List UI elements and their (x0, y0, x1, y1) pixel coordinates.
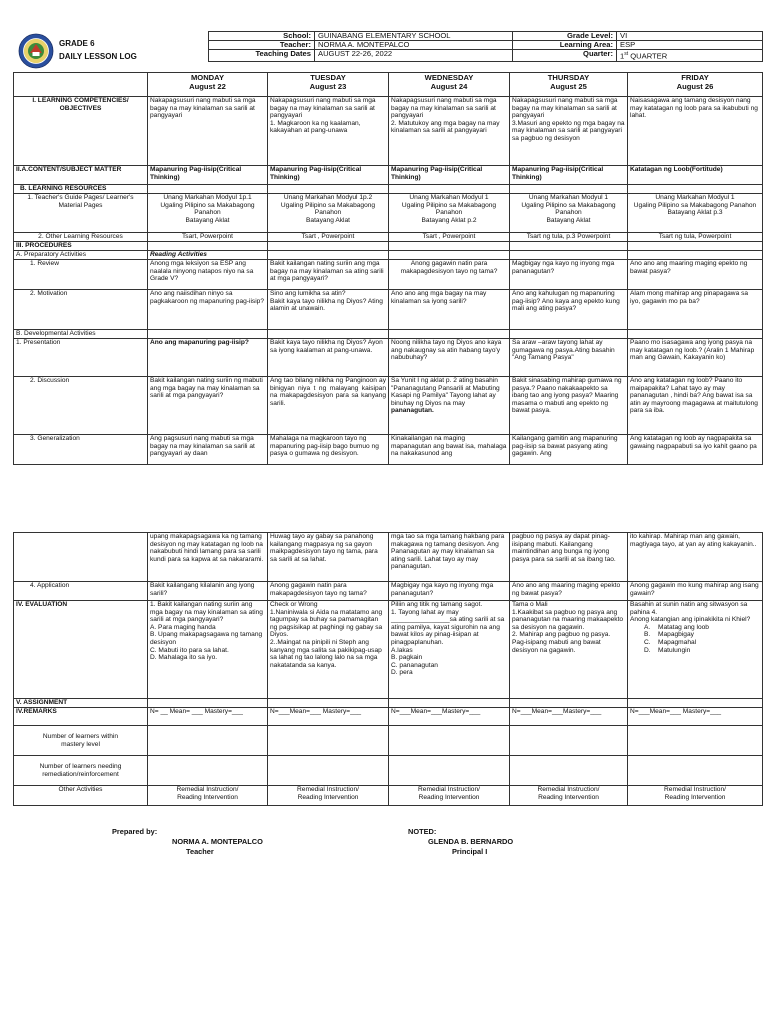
cell-review: Magbigay nga kayo ng inyong mga pananagutan? (510, 260, 628, 290)
cell-evaluation: Check or Wrong 1.Naniniwala si Aida na matatamo ang tagumpay sa buhay sa pamamagitan ng pagsisikap at paghingi ng gabay sa Diyos. 2..Maingat na pinipili ni Steph ang kanyang mga salita sa pakikipag-usap sa lahat ng tao lalong lalo na sa mga nakatatanda sa kanya. (268, 601, 389, 699)
cell-competencies: Naisasagawa ang tamang desisyon nang may katatagan ng loob para sa ikabubuti ng lahat. (628, 97, 763, 166)
cell-discussion: Bakit sinasabing mahirap gumawa ng pasya.? Paano nakakaapekto sa ibang tao ang iyong pasya? Maaring masama o mabuti ang epekto ng bawat pasya. (510, 377, 628, 435)
cell-review: Anong gagawin natin para makapagdesisyon tayo ng tama? (389, 260, 510, 290)
option-a: A. Matatag ang loob (644, 623, 709, 631)
row-label-discussion: 2. Discussion (14, 377, 148, 435)
cell-generalization: Kailangang gamitin ang mapanuring pag-iisip sa bawat pasyang ating gagawin. Ang (510, 435, 628, 465)
cell-review: Ano ano ang maaring maging epekto ng bawat pasya? (628, 260, 763, 290)
cell-generalization: Mahalaga na magkaroon tayo ng mapanuring pag-iisip bago bumuo ng pasya o gumawa ng desisyon. (268, 435, 389, 465)
cell-evaluation-friday: Basahin at sunin natin ang sitwasyon sa pahina 4. Anong katangian ang ipinakikita ni Khiel? A. Matatag ang loob B. Mapagbigay C. Mapagmahal D. Matulungin (628, 601, 763, 699)
row-label-remarks: IV.REMARKS (14, 708, 148, 726)
reading-activities-note: Reading Activities (148, 251, 268, 260)
cell-review: Anong mga leksiyon sa ESP ang naalala ninyong natapos niyo na sa Grade V? (148, 260, 268, 290)
cell-other-resources: Tsart, Powerpoint (148, 233, 268, 242)
cell-content: Mapanuring Pag-iisip(Critical Thinking) (268, 166, 389, 185)
day-header-wednesday: WEDNESDAY August 24 (389, 73, 510, 97)
grade-level-label: Grade Level: (513, 32, 617, 41)
cell-presentation: Noong nilikha tayo ng Diyos ano kaya ang nakaugnay sa atin habang tayo'y nabubuhay? (389, 339, 510, 377)
row-label-developmental: B. Developmental Activities (14, 330, 148, 339)
cell-application: Anong gagawin mo kung mahirap ang isang gawain? (628, 582, 763, 601)
teacher-value: NORMA A. MONTEPALCO (315, 41, 513, 50)
row-label-assignment: V. ASSIGNMENT (14, 699, 148, 708)
cell-remarks: N= __ Mean= ___ Mastery=___ (148, 708, 268, 726)
cell-motivation: Alam mong mahirap ang pinapagawa sa iyo, gagawin mo pa ba? (628, 290, 763, 330)
cell-presentation: Bakit kaya tayo nilikha ng Diyos? Ayon sa iyong kaalaman at pang-unawa. (268, 339, 389, 377)
cell-other-activities: Remedial Instruction/ Reading Intervention (510, 786, 628, 806)
cell-guide: Unang Markahan Modyul 1p.1 Ugaling Pilipino sa Makabagong Panahon Batayang Aklat (148, 194, 268, 233)
cell-application: Anong gagawin natin para makapagdesisyon tayo ng tama? (268, 582, 389, 601)
row-label-mastery: Number of learners within mastery level (14, 726, 148, 756)
row-label-generalization: 3. Generalization (14, 435, 148, 465)
day-header-thursday: THURSDAY August 25 (510, 73, 628, 97)
lesson-log-table-page2 (13, 532, 763, 806)
prepared-by-role: Teacher (186, 847, 214, 856)
quarter-value: 1st QUARTER (617, 50, 763, 62)
day-header-friday: FRIDAY August 26 (628, 73, 763, 97)
teaching-dates-value: AUGUST 22-26, 2022 (315, 50, 513, 62)
cell-competencies: Nakapagsusuri nang mabuti sa mga bagay na may kinalaman sa sarili at pangyayari 2. Matutukoy ang mga bagay na may kinalaman sa sarili at pangyayari (389, 97, 510, 166)
noted-label: NOTED: (408, 827, 437, 836)
cell-presentation: Sa araw –araw tayong lahat ay gumagawa ng pasya.Ating basahin "Ang Tamang Pasya" (510, 339, 628, 377)
row-label-motivation: 2. Motivation (14, 290, 148, 330)
cell-generalization-cont: Huwag tayo ay gabay sa panahong kailangang magpasya ng sa gayon maikpagdesisyon tayo ng tama, para sa sarili at sa lahat. (268, 533, 389, 582)
header-grade: GRADE 6 (59, 39, 95, 48)
school-seal-logo (18, 33, 54, 69)
cell-application: Ano ano ang maaring maging epekto ng bawat pasya? (510, 582, 628, 601)
cell-other-resources: Tsart ng tula, Powerpoint (628, 233, 763, 242)
cell-content: Katatagan ng Loob(Fortitude) (628, 166, 763, 185)
row-label-application: 4. Application (14, 582, 148, 601)
row-label-procedures: III. PROCEDURES (14, 242, 148, 251)
cell-other-activities: Remedial Instruction/ Reading Intervention (389, 786, 510, 806)
cell-content: Mapanuring Pag-iisip(Critical Thinking) (148, 166, 268, 185)
cell-motivation: Ano ano ang mga bagay na may kinalaman sa iyong sarili? (389, 290, 510, 330)
cell-generalization-cont: ito kahirap. Mahirap man ang gawain, magtiyaga tayo, at yan ay ating kakayanin.. (628, 533, 763, 582)
cell-other-activities: Remedial Instruction/ Reading Intervention (628, 786, 763, 806)
cell-evaluation: 1. Bakit kailangan nating suriin ang mga bagay na may kinalaman sa ating sarili at mga pangyayari? A. Para maging handa B. Upang makapagsagawa ng tamang desisyon C. Mabuti ito para sa lahat. D. Mahalaga ito sa iyo. (148, 601, 268, 699)
school-label: School: (209, 32, 315, 41)
grade-level-value: VI (617, 32, 763, 41)
cell-generalization-cont: upang makapagsagawa ka ng tamang desisyon ng may katatagan ng loob na nakabubuti hindi lamang para sa sarili kundi para sa kapwa at sa nakararami. (148, 533, 268, 582)
school-value: GUINABANG ELEMENTARY SCHOOL (315, 32, 513, 41)
row-label-presentation: 1. Presentation (14, 339, 148, 377)
cell-discussion: Ang tao bilang nilikha ng Panginoon ay binigyan niya t ng malayang kaisipan na makapagdesisyon para sa kanyang sarili. (268, 377, 389, 435)
cell-presentation: Paano mo isasagawa ang iyong pasya na may katatagan ng loob.? (Aralin 1 Mahirap man ang Gawain, Kakayanin ko) (628, 339, 763, 377)
cell-content: Mapanuring Pag-iisip(Critical Thinking) (510, 166, 628, 185)
corner-cell (14, 73, 148, 97)
cell-motivation: Sino ang lumikha sa atin? Bakit kaya tayo nilikha ng Diyos? Ating alamin at unawain. (268, 290, 389, 330)
cell-other-activities: Remedial Instruction/ Reading Intervention (148, 786, 268, 806)
row-label-guide: 1. Teacher's Guide Pages/ Learner's Material Pages (14, 194, 148, 233)
row-label-competencies: I. LEARNING COMPETENCIES/ OBJECTIVES (14, 97, 148, 166)
cell-generalization-cont: mga tao sa mga tamang hakbang para makagawa ng tamang desisyon. Ang Pananagutan ay may kinalaman sa ating sarili. Lahat tayo ay may pananagutan. (389, 533, 510, 582)
cell-guide: Unang Markahan Modyul 1 Ugaling Pilipino sa Makabagong Panahon Batayang Aklat p.3 (628, 194, 763, 233)
cell-remarks: N=___Mean=___ Mastery=___ (268, 708, 389, 726)
learning-area-value: ESP (617, 41, 763, 50)
lesson-log-table-page1 (13, 72, 763, 465)
row-label-other-resources: 2. Other Learning Resources (14, 233, 148, 242)
row-label-resources: B. LEARNING RESOURCES (14, 185, 148, 194)
cell-other-resources: Tsart , Powerpoint (389, 233, 510, 242)
cell-motivation: Ano ang naiisdihan ninyo sa pagkakaroon ng mapanuring pag-iisip? (148, 290, 268, 330)
header-info-table (208, 31, 763, 62)
cell-content: Mapanuring Pag-iisip(Critical Thinking) (389, 166, 510, 185)
cell-review: Bakit kailangan nating suriin ang mga bagay na may kinalaman sa ating sarili at mga pangyayari? (268, 260, 389, 290)
teacher-label: Teacher: (209, 41, 315, 50)
cell-presentation: Ano ang mapanuring pag-iisip? (148, 339, 268, 377)
cell-remarks: N=___Mean=___Mastery=___ (389, 708, 510, 726)
header-log-title: DAILY LESSON LOG (59, 52, 137, 61)
cell-other-resources: Tsart , Powerpoint (268, 233, 389, 242)
cell-discussion: Ano ang katatagan ng loob? Paano ito maipapakita? Lahat tayo ay may pananagutan , hindi ba? Ang bawat isa sa atin ay mayroong magagawa at maitutulong para sa iba. (628, 377, 763, 435)
cell-guide: Unang Markahan Modyul 1p.2 Ugaling Pilipino sa Makabagong Panahon Batayang Aklat (268, 194, 389, 233)
cell-motivation: Ano ang kahulugan ng mapanuring pag-iisip? Ano kaya ang epekto kung mali ang ating pasya? (510, 290, 628, 330)
option-c: C. Mapagmahal (644, 638, 697, 646)
cell-remarks: N=___Mean=___Mastery=___ (510, 708, 628, 726)
cell-other-resources: Tsart ng tula, p.3 Powerpoint (510, 233, 628, 242)
cell-competencies: Nakapagsusuri nang mabuti sa mga bagay na may kinalaman sa sarili at pangyayari (148, 97, 268, 166)
cell-guide: Unang Markahan Modyul 1 Ugaling Pilipino sa Makabagong Panahon Batayang Aklat p.2 (389, 194, 510, 233)
cell-discussion: Sa Yunit I ng aklat p. 2 ating basahin "Pananagutang Pansarili at Mabuting Kasapi ng Pamilya" Tayong lahat ay binuhay ng Diyos na may pananagutan. (389, 377, 510, 435)
cell-other-activities: Remedial Instruction/ Reading Intervention (268, 786, 389, 806)
cell-application: Magbigay nga kayo ng inyong mga pananagutan? (389, 582, 510, 601)
cell-competencies: Nakapagsusuri nang mabuti sa mga bagay na may kinalaman sa sarili at pangyayari 3.Masuri ang epekto ng mga bagay na may kinalaman sa sarili at pangyayari sa pagbuo ng desisyon (510, 97, 628, 166)
row-label-content: II.A.CONTENT/SUBJECT MATTER (14, 166, 148, 185)
learning-area-label: Learning Area: (513, 41, 617, 50)
cell-evaluation: Tama o Mali 1.Kaakibat sa pagbuo ng pasya ang pananagutan na maaring makaapekto sa desisyon na gagawin. 2. Mahirap ang pagbuo ng pasya. Pag-isipang mabuti ang bawat desisyon na gagawin. (510, 601, 628, 699)
noted-role: Principal I (452, 847, 488, 856)
cell-generalization-cont: pagbuo ng pasya ay dapat pinag-iisipang mabuti. Kailangang maintindihan ang bunga ng iyong pasya para sa sarili at sa ibang tao. (510, 533, 628, 582)
option-b: B. Mapagbigay (644, 631, 694, 639)
quarter-label: Quarter: (513, 50, 617, 62)
row-label-review: 1. Review (14, 260, 148, 290)
cell-discussion: Bakit kailangan nating suriin ng mabuti ang mga bagay na may kinalaman sa sarili at mga pangyayari? (148, 377, 268, 435)
cell-generalization: Kinakailangan na maging mapanagutan ang bawat isa, mahalaga na nakakasunod ang (389, 435, 510, 465)
prepared-by-label: Prepared by: (112, 827, 158, 836)
cell-guide: Unang Markahan Modyul 1 Ugaling Pilipino sa Makabagong Panahon Batayang Aklat (510, 194, 628, 233)
row-label-other-activities: Other Activities (14, 786, 148, 806)
prepared-by-name: NORMA A. MONTEPALCO (172, 837, 263, 846)
row-label-evaluation: IV. EVALUATION (14, 601, 148, 699)
row-label-preparatory: A. Preparatory Activities (14, 251, 148, 260)
cell-remarks: N=___Mean=___ Mastery=___ (628, 708, 763, 726)
cell-evaluation: Piliin ang titik ng tamang sagot. 1. Tayong lahat ay may ________________sa ating sarili at sa ating pamilya, kayat sigurohin na ang bawat kilos ay pinag-iisipan at pinagpaplanuhan. A.lakas B. pagkain C. pananagutan D. pera (389, 601, 510, 699)
cell-application: Bakit kailangang kilalanin ang iyong sarili? (148, 582, 268, 601)
day-header-tuesday: TUESDAY August 23 (268, 73, 389, 97)
day-header-monday: MONDAY August 22 (148, 73, 268, 97)
noted-name: GLENDA B. BERNARDO (428, 837, 514, 846)
row-label-remediation: Number of learners needing remediation/reinforcement (14, 756, 148, 786)
cell-generalization: Ang katatagan ng loob ay nagpapakita sa gawaing nagpapabuti sa iyo kahit gaano pa (628, 435, 763, 465)
cell-competencies: Nakapagsusuri nang mabuti sa mga bagay na may kinalaman sa sarili at pangyayari 1. Magkaroon ka ng kaalaman, kakayahan at pang-unawa (268, 97, 389, 166)
option-d: D. Matulungin (644, 646, 691, 654)
cell-generalization: Ang pagsusuri nang mabuti sa mga bagay na may kinalaman sa sarili at pangyayari ay daan (148, 435, 268, 465)
teaching-dates-label: Teaching Dates (209, 50, 315, 62)
